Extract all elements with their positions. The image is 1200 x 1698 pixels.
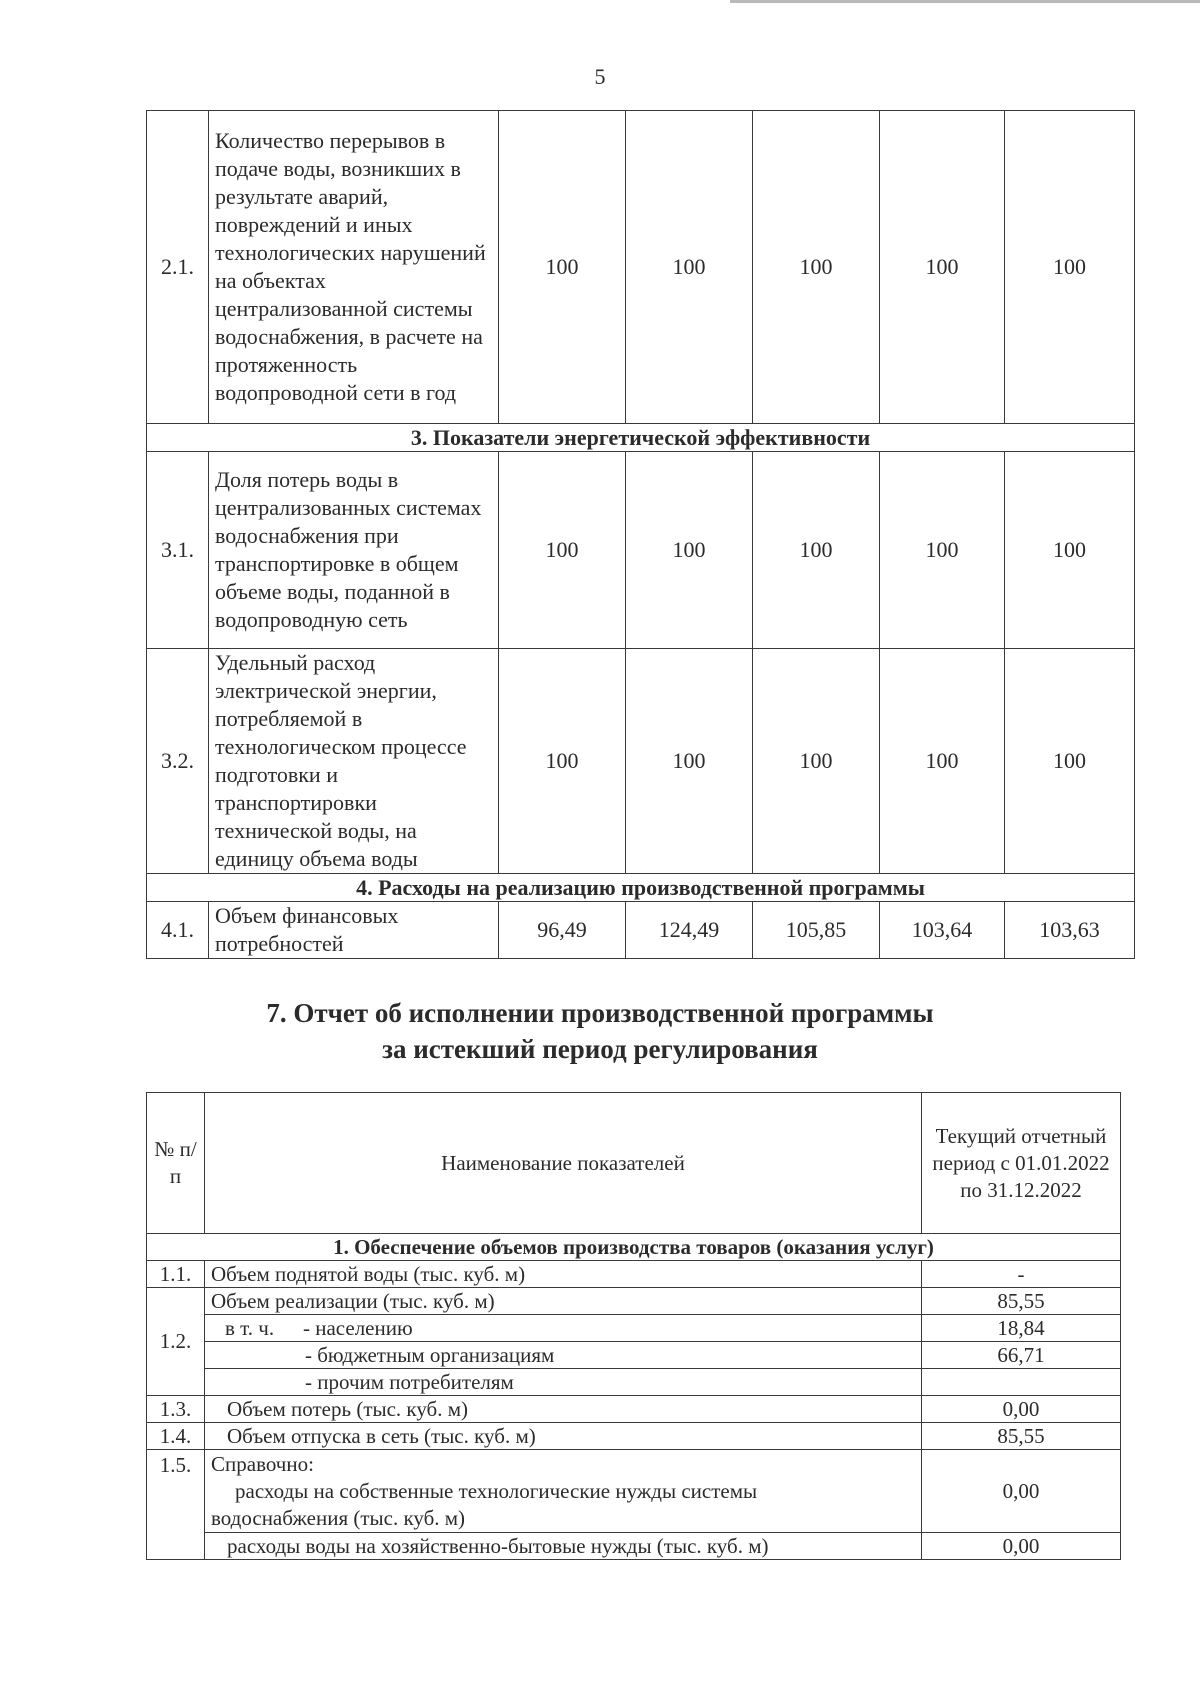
row-value: 100 [753,452,880,649]
table-row [147,649,1135,874]
row-num: 1.3. [147,1396,205,1423]
row-value: 85,55 [922,1288,1121,1315]
row-value: 103,63 [1005,902,1135,959]
row-name: Объем поднятой воды (тыс. куб. м) [205,1261,922,1288]
row-value: 100 [880,649,1005,874]
report-title-line-2: за истекший период регулирования [382,1034,818,1064]
row-value: 100 [626,649,753,874]
row-value: 100 [1005,649,1135,874]
subrow-value [922,1369,1121,1396]
section-row [147,1234,1121,1261]
row-num: 1.1. [147,1261,205,1288]
row-num: 3.1. [147,452,209,649]
row-value: 100 [880,452,1005,649]
table-row [147,1450,1121,1533]
row-num: 4.1. [147,902,209,959]
row-value: 0,00 [922,1533,1121,1560]
row-num: 1.2. [147,1288,205,1396]
row-num: 1.5. [147,1450,205,1560]
report-title-line-1: 7. Отчет об исполнении производственной программы [266,998,934,1028]
page-number: 5 [594,64,606,89]
table-subrow [147,1315,1121,1342]
subrow-label: - прочим потребителям [205,1369,922,1396]
row-name: Объем реализации (тыс. куб. м) [205,1288,922,1315]
subrow-label: - бюджетным организациям [205,1342,922,1369]
row-value: 0,00 [922,1396,1121,1423]
row-name: Объем отпуска в сеть (тыс. куб. м) [205,1423,922,1450]
header-period: Текущий отчетный период с 01.01.2022 по 31.12.2022 [922,1093,1121,1234]
row-name: Удельный расход электрической энергии, потребляемой в технологическом процессе подготовки и транспортировки технической воды, на единицу объема воды [209,649,499,874]
reference-cell [205,1450,922,1533]
row-value: 96,49 [499,902,626,959]
row-value: 100 [880,111,1005,424]
row-value: - [922,1261,1121,1288]
row-num: 1.4. [147,1423,205,1450]
row-name: Объем потерь (тыс. куб. м) [205,1396,922,1423]
row-name: Доля потерь воды в централизованных системах водоснабжения при транспортировке в общем объеме воды, поданной в водопроводную сеть [209,452,499,649]
subrow-prefix: в т. ч. [225,1315,275,1340]
row-value: 100 [499,111,626,424]
row-value: 100 [753,111,880,424]
table-subrow [147,1533,1121,1560]
subrow-value: 18,84 [922,1315,1121,1342]
table-subrow [147,1369,1121,1396]
row-value: 100 [626,111,753,424]
section-title: 3. Показатели энергетической эффективности [147,424,1135,452]
row-name: Количество перерывов в подаче воды, возникших в результате аварий, повреждений и иных технологических нарушений на объектах централизованной системы водоснабжения, в расчете на протяженность водопроводной сети в год [209,111,499,424]
reference-label: Справочно: [211,1451,314,1476]
scan-edge-line [730,0,1200,3]
section-title: 4. Расходы на реализацию производственной программы [147,874,1135,902]
row-num: 2.1. [147,111,209,424]
table-row [147,1288,1121,1315]
row-value: 100 [499,452,626,649]
subrow-value: 66,71 [922,1342,1121,1369]
row-num: 3.2. [147,649,209,874]
row-name: Объем финансовых потребностей [209,902,499,959]
row-value: 100 [1005,111,1135,424]
row-value: 0,00 [922,1450,1121,1533]
table-header-row [147,1093,1121,1234]
section-title: 1. Обеспечение объемов производства товаров (оказания услуг) [147,1234,1121,1261]
reference-item-2: расходы воды на хозяйственно-бытовые нужды (тыс. куб. м) [205,1533,922,1560]
row-value: 100 [753,649,880,874]
table-row [147,452,1135,649]
reference-item-1: расходы на собственные технологические нужды системы [235,1478,758,1503]
row-value: 85,55 [922,1423,1121,1450]
reference-item-1-cont: водоснабжения (тыс. куб. м) [211,1505,466,1530]
row-value: 100 [626,452,753,649]
indicators-table [146,110,1135,959]
row-value: 100 [499,649,626,874]
table-row [147,1423,1121,1450]
row-value: 105,85 [753,902,880,959]
subrow-name [205,1315,922,1342]
table-row [147,902,1135,959]
row-value: 100 [1005,452,1135,649]
table-row [147,1396,1121,1423]
table-row [147,1261,1121,1288]
row-value: 124,49 [626,902,753,959]
section-row [147,874,1135,902]
header-num: № п/п [147,1093,205,1234]
section-row [147,424,1135,452]
report-table [146,1092,1121,1560]
report-title [0,995,1200,1067]
subrow-label: - населению [303,1315,413,1340]
header-name: Наименование показателей [205,1093,922,1234]
table-row [147,111,1135,424]
table-subrow [147,1342,1121,1369]
row-value: 103,64 [880,902,1005,959]
